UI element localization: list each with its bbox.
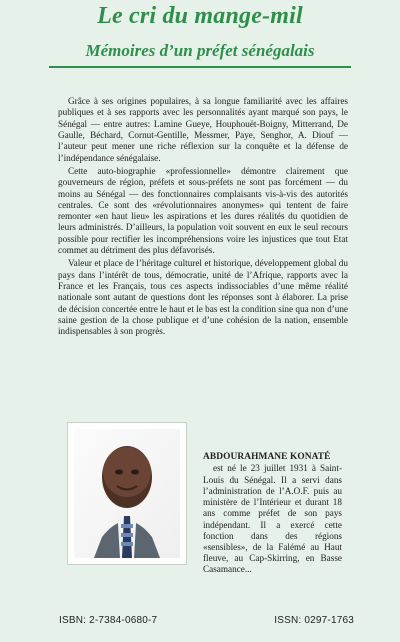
blurb <box>58 96 348 340</box>
author-bio <box>203 452 342 576</box>
author-photo <box>67 422 187 565</box>
author-name: ABDOURAHMANE KONATÉ <box>203 452 331 462</box>
book-title: Le cri du mange-mil <box>97 3 303 29</box>
author-bio-text: est né le 23 juillet 1931 à Saint-Louis du Sénégal. Il a servi dans l’administration de l’A.O.F. puis au ministère de l’Intérieur et durant 18 ans comme préfet de son pays indépendant. Il a exercé cette fonction dans des régions «sensibles», de la Falémé au Haut fleuve, au Cap-Skirring, en Basse Casamance... <box>203 463 342 575</box>
author-portrait <box>74 429 180 558</box>
blurb-paragraph-3: Valeur et place de l’héritage culturel et historique, développement global du pays dans l’intérêt de tous, démocratie, unité de l’Afrique, rapports avec la France et les Français, tous ces aspects indissociables d’une même réalité nationale sont autant de questions dont les réponses sont à élaborer. La prise de décision concertée entre le haut et le bas est la condition sine qua non d’une saine gestion de la chose publique et d’une cohésion de la nation, ensemble indispensables à son progrès. <box>58 258 348 337</box>
book-subtitle: Mémoires d’un préfet sénégalais <box>85 41 315 60</box>
blurb-paragraph-1: Grâce à ses origines populaires, à sa longue familiarité avec les affaires publiques et à ses rapports avec les personnalités ayant marqué son pays, le Sénégal — entre autres: Lamine Gueye, Houphouët-Boigny, Mitterrand, De Gaulle, Béchard, Cornut-Gentille, Messmer, Paye, Senghor, A. Diouf — l’auteur peut mener une riche réflexion sur la conquête et la défense de l’indépendance sénégalaise. <box>58 96 348 163</box>
isbn: ISBN: 2-7384-0680-7 <box>59 615 158 626</box>
issn: ISSN: 0297-1763 <box>274 615 354 626</box>
blurb-paragraph-2: Cette auto-biographie «professionnelle» démontre clairement que gouverneurs de région, préfets et sous-préfets ne sont pas forcément — du moins au Sénégal — des fonctionnaires complaisants vis-à-vis des autorités centrales. Ce sont des «révolutionnaires anonymes» qui tentent de faire remonter «en haut lieu» les aspirations et les dures réalités du quotidien de leurs administrés. D’ailleurs, la population voit souvent en eux le seul recours possible pour rectifier les incompréhensions voire les injustices que tout Etat commet au détriment des plus défavorisés. <box>58 165 348 256</box>
title-rule <box>49 66 351 68</box>
